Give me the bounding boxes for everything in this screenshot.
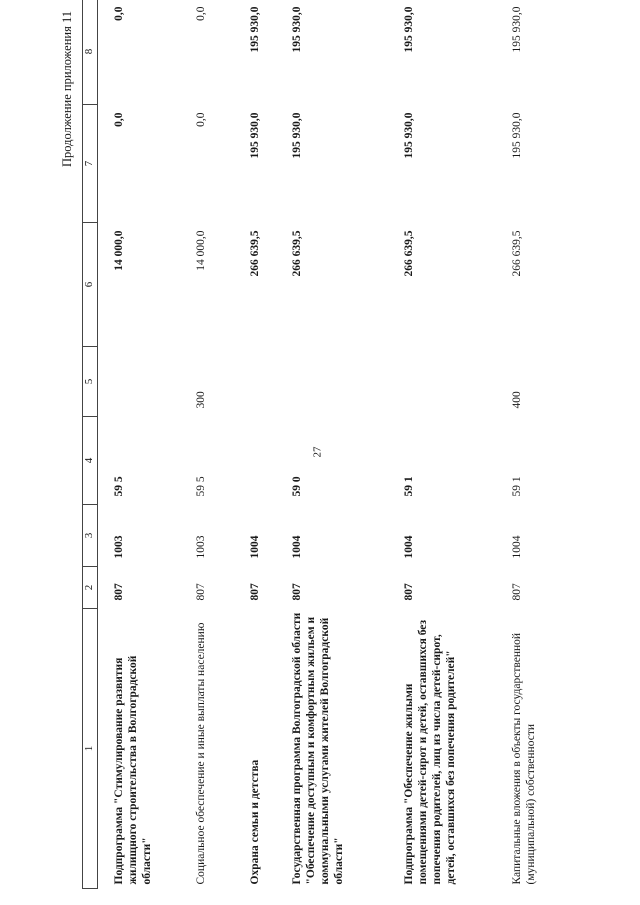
column-header: 1 <box>83 609 98 889</box>
table-row <box>98 0 191 889</box>
cell-col7: 195 930,0 <box>291 112 303 159</box>
cell-col3: 1003 <box>113 535 125 559</box>
cell-col2: 807 <box>113 583 125 601</box>
table-header-row <box>83 0 98 889</box>
cell-col8: 195 930,0 <box>403 6 415 53</box>
cell-col2: 807 <box>195 583 207 601</box>
cell-col8: 195 930,0 <box>511 6 523 53</box>
cell-col5: 400 <box>511 391 523 409</box>
column-header: 3 <box>83 505 98 567</box>
table-row <box>244 0 288 889</box>
row-name: Охрана семьи и детства <box>249 759 261 885</box>
cell-col5: 300 <box>195 391 207 409</box>
cell-col4 <box>244 417 288 505</box>
row-name: Подпрограмма "Стимулирование развития жилищного строительства в Волгоградской области" <box>113 655 154 885</box>
column-header: 6 <box>83 223 98 347</box>
cell-col7: 195 930,0 <box>249 112 261 159</box>
cell-col8: 195 930,0 <box>249 6 261 53</box>
budget-table <box>82 0 570 889</box>
cell-col3: 1004 <box>403 535 415 559</box>
cell-col4: 59 0 <box>291 476 303 497</box>
cell-col5 <box>98 347 191 417</box>
column-header: 2 <box>83 567 98 609</box>
cell-col6: 14 000,0 <box>113 230 125 271</box>
table-row <box>288 0 400 889</box>
cell-col4: 59 1 <box>403 476 415 497</box>
table-row <box>190 0 244 889</box>
cell-col3: 1003 <box>195 535 207 559</box>
cell-col3: 1004 <box>511 535 523 559</box>
column-header: 5 <box>83 347 98 417</box>
cell-col4: 59 1 <box>511 476 523 497</box>
appendix-continuation-caption: Продолжение приложения 11 <box>60 11 74 168</box>
row-name: Капитальные вложения в объекты государственной (муниципальной) собственности <box>511 632 538 885</box>
cell-col2: 807 <box>403 583 415 601</box>
cell-col7: 0,0 <box>195 112 207 127</box>
row-name: Подпрограмма "Обеспечение жилыми помещениями детей-сирот и детей, оставшихся без попечения родителей, лиц из числа детей-сирот, детей, оставшихся без попечения родителей" <box>403 619 458 885</box>
cell-col8: 0,0 <box>195 6 207 21</box>
cell-col2: 807 <box>249 583 261 601</box>
row-name: Государственная программа Волгоградской области "Обеспечение доступным и комфортным жильем и коммунальными услугами жителей Волгоградской области" <box>291 612 346 885</box>
page-number: 27 <box>311 446 324 458</box>
cell-col6: 266 639,5 <box>511 230 523 277</box>
table-row <box>498 0 570 889</box>
column-header: 8 <box>83 0 98 105</box>
cell-col2: 807 <box>511 583 523 601</box>
rotated-page-content <box>60 0 538 889</box>
cell-col7: 195 930,0 <box>403 112 415 159</box>
cell-col2: 807 <box>291 583 303 601</box>
cell-col7: 0,0 <box>113 112 125 127</box>
cell-col8: 0,0 <box>113 6 125 21</box>
cell-col6: 266 639,5 <box>249 230 261 277</box>
cell-col4: 59 5 <box>113 476 125 497</box>
column-header: 7 <box>83 105 98 223</box>
cell-col6: 14 000,0 <box>195 230 207 271</box>
cell-col5 <box>400 347 498 417</box>
cell-col3: 1004 <box>249 535 261 559</box>
cell-col3: 1004 <box>291 535 303 559</box>
cell-col4: 59 5 <box>195 476 207 497</box>
column-header: 4 <box>83 417 98 505</box>
cell-col5 <box>244 347 288 417</box>
cell-col5 <box>288 347 400 417</box>
cell-col7: 195 930,0 <box>511 112 523 159</box>
cell-col6: 266 639,5 <box>403 230 415 277</box>
table-row <box>400 0 498 889</box>
row-name: Социальное обеспечение и иные выплаты населению <box>195 622 207 885</box>
cell-col8: 195 930,0 <box>291 6 303 53</box>
cell-col6: 266 639,5 <box>291 230 303 277</box>
